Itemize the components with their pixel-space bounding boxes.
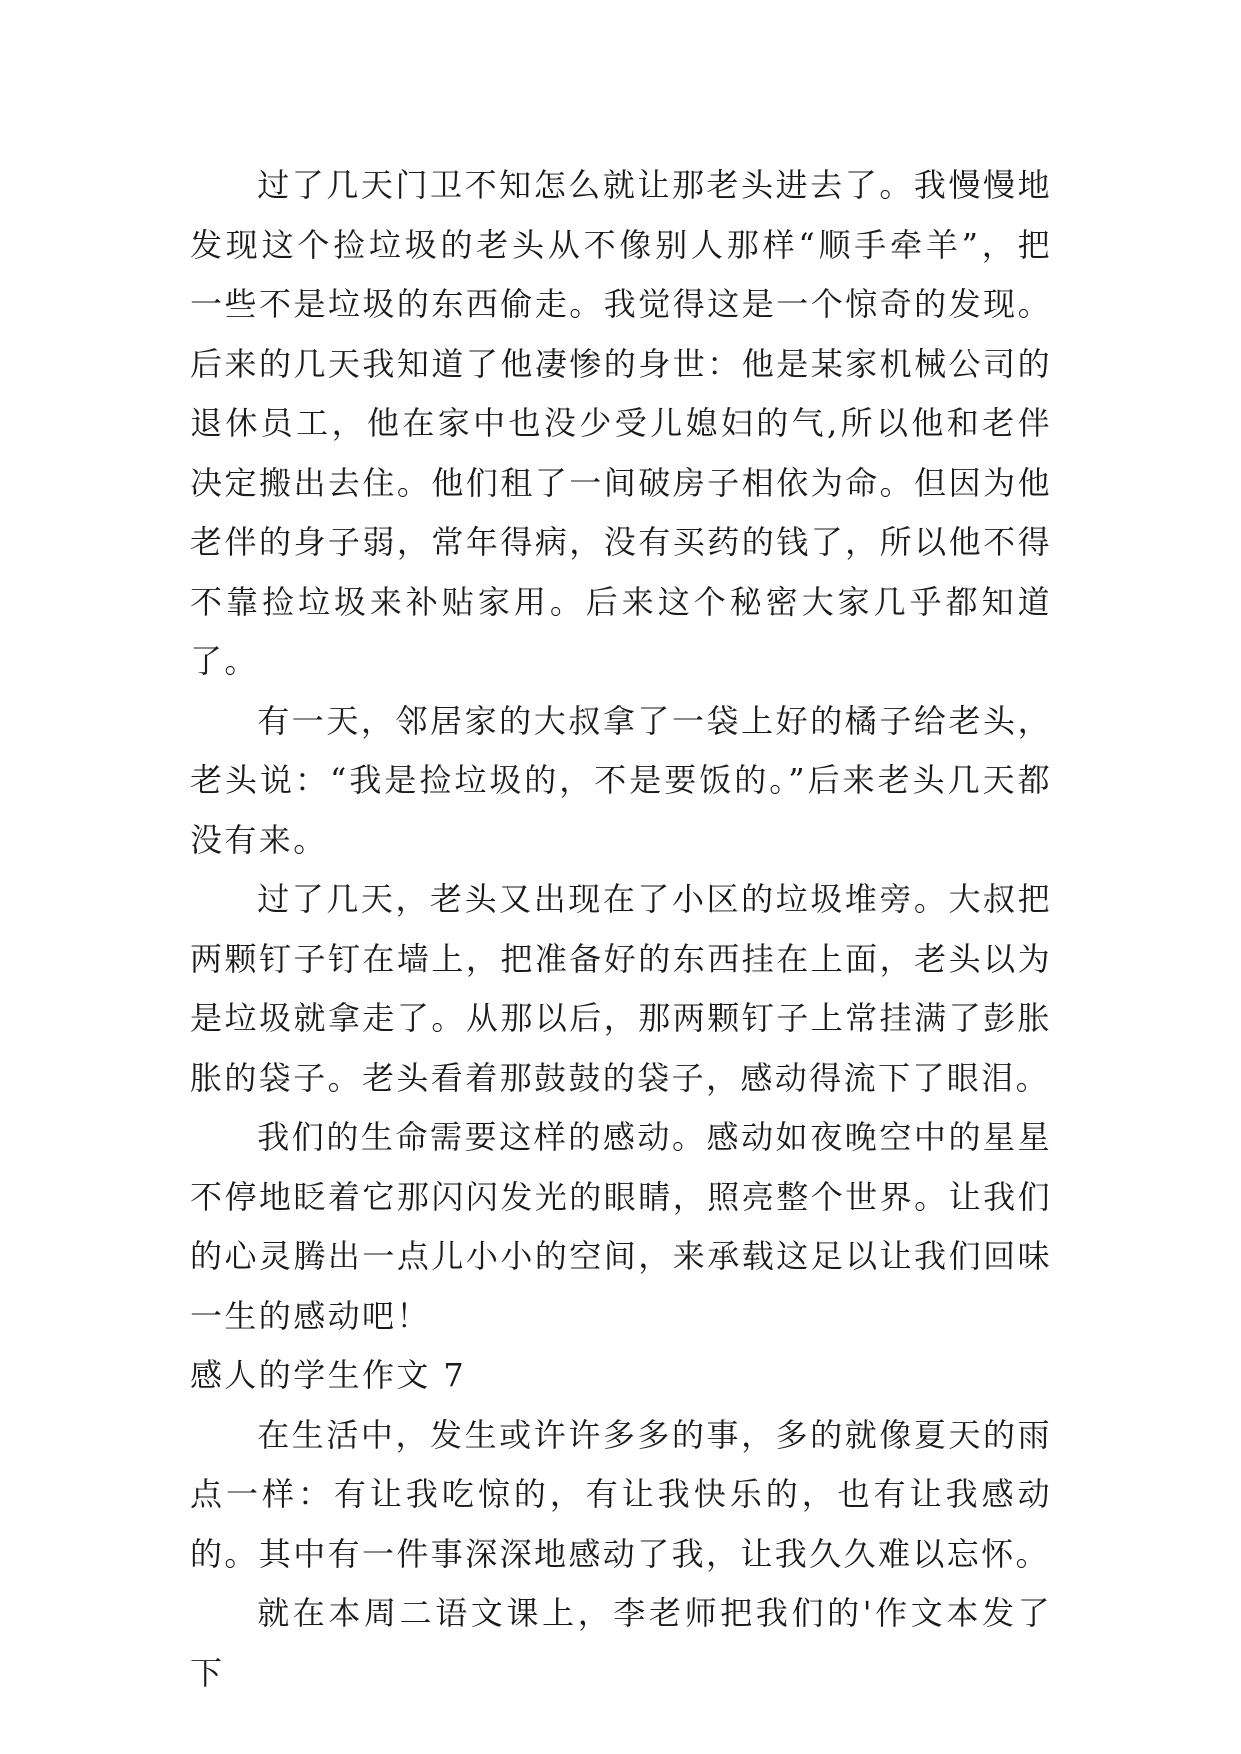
paragraph-2: 有一天，邻居家的大叔拿了一袋上好的橘子给老头，老头说：“我是捡垃圾的，不是要饭的。”后来老头几天都没有来。 <box>190 701 1052 859</box>
paragraph-3: 过了几天，老头又出现在了小区的垃圾堆旁。大叔把两颗钉子钉在墙上，把准备好的东西挂在上面，老头以为是垃圾就拿走了。从那以后，那两颗钉子上常挂满了彭胀胀的袋子。老头看着那鼓鼓的袋子，感动得流下了眼泪。 <box>190 880 1052 1097</box>
paragraph-6: 就在本周二语文课上，李老师把我们的'作文本发了下 <box>190 1594 1052 1692</box>
paragraph-5: 在生活中，发生或许许多多的事，多的就像夏天的雨点一样：有让我吃惊的，有让我快乐的，也有让我感动的。其中有一件事深深地感动了我，让我久久难以忘怀。 <box>190 1415 1052 1573</box>
paragraph-1: 过了几天门卫不知怎么就让那老头进去了。我慢慢地发现这个捡垃圾的老头从不像别人那样“顺手牵羊”，把一些不是垃圾的东西偷走。我觉得这是一个惊奇的发现。后来的几天我知道了他凄惨的身世：他是某家机械公司的退休员工，他在家中也没少受儿媳妇的气,所以他和老伴决定搬出去住。他们租了一间破房子相依为命。但因为他老伴的身子弱，常年得病，没有买药的钱了，所以他不得不靠捡垃圾来补贴家用。后来这个秘密大家几乎都知道了。 <box>190 166 1052 680</box>
paragraph-4: 我们的生命需要这样的感动。感动如夜晚空中的星星不停地眨着它那闪闪发光的眼睛，照亮整个世界。让我们的心灵腾出一点儿小小的空间，来承载这足以让我们回味一生的感动吧！ <box>190 1118 1052 1335</box>
section-heading: 感人的学生作文 7 <box>190 1356 467 1394</box>
document-page <box>190 156 1052 1703</box>
